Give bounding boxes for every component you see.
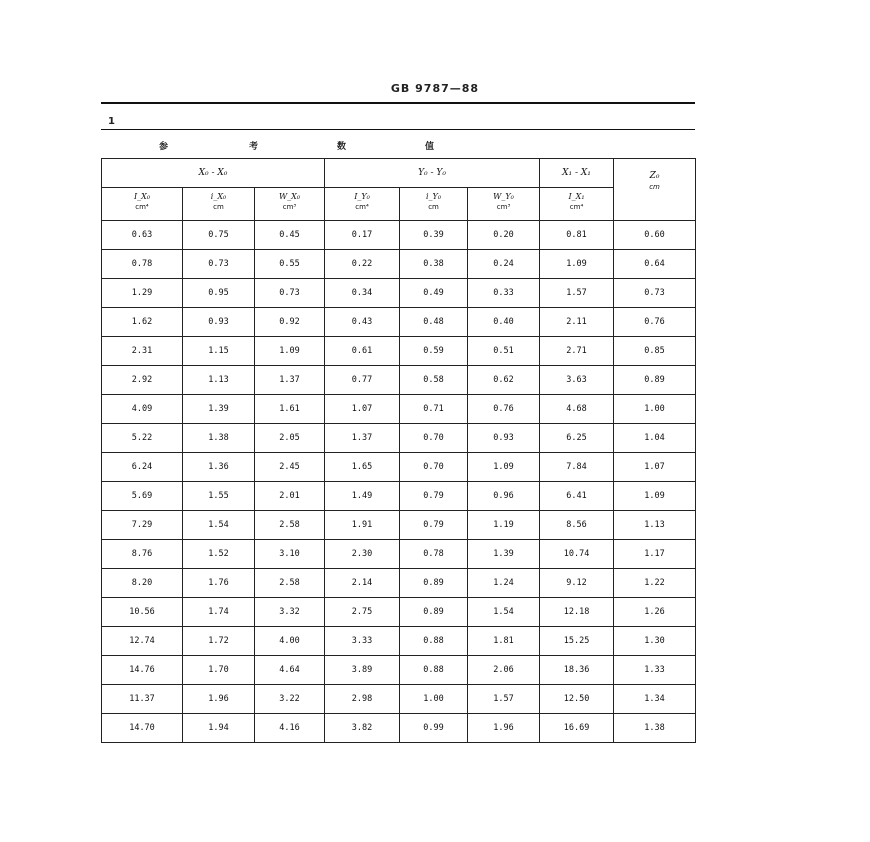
table-cell: 1.24 [468, 569, 540, 598]
table-row [102, 395, 696, 424]
table-cell: 0.71 [400, 395, 468, 424]
caption-char: 考 [249, 142, 259, 152]
table-cell: 1.04 [614, 424, 696, 453]
table-cell: 0.79 [400, 482, 468, 511]
table-cell: 7.29 [102, 511, 183, 540]
table-cell: 1.37 [255, 366, 325, 395]
table-cell: 1.94 [183, 714, 255, 743]
table-cell: 1.74 [183, 598, 255, 627]
table-cell: 6.25 [540, 424, 614, 453]
table-cell: 7.84 [540, 453, 614, 482]
caption-char: 参 [159, 142, 169, 152]
table-cell: 18.36 [540, 656, 614, 685]
column-unit: cm³ [496, 203, 511, 211]
table-top-rule [101, 129, 695, 130]
table-row [102, 308, 696, 337]
table-cell: 4.68 [540, 395, 614, 424]
table-cell: 0.22 [325, 250, 400, 279]
table-caption [101, 139, 695, 153]
header-rule [101, 102, 695, 104]
table-cell: 12.18 [540, 598, 614, 627]
table-cell: 1.07 [614, 453, 696, 482]
table-cell: 0.77 [325, 366, 400, 395]
table-cell: 1.00 [614, 395, 696, 424]
column-symbol: i_X₀ [210, 192, 227, 201]
table-cell: 0.88 [400, 627, 468, 656]
table-cell: 0.20 [468, 221, 540, 250]
table-row [102, 453, 696, 482]
table-cell: 1.57 [540, 279, 614, 308]
table-cell: 1.54 [183, 511, 255, 540]
table-cell: 1.61 [255, 395, 325, 424]
table-cell: 0.93 [468, 424, 540, 453]
table-cell: 2.05 [255, 424, 325, 453]
table-cell: 1.38 [614, 714, 696, 743]
table-cell: 1.38 [183, 424, 255, 453]
table-cell: 4.64 [255, 656, 325, 685]
table-number: 1 [108, 116, 115, 127]
table-cell: 0.73 [183, 250, 255, 279]
table-cell: 8.76 [102, 540, 183, 569]
table-cell: 6.24 [102, 453, 183, 482]
column-header [255, 188, 325, 221]
table-cell: 0.73 [255, 279, 325, 308]
table-cell: 0.88 [400, 656, 468, 685]
table-cell: 1.70 [183, 656, 255, 685]
table-cell: 10.56 [102, 598, 183, 627]
table-cell: 2.06 [468, 656, 540, 685]
table-cell: 2.01 [255, 482, 325, 511]
table-cell: 8.20 [102, 569, 183, 598]
table-cell: 0.96 [468, 482, 540, 511]
table-cell: 0.78 [102, 250, 183, 279]
table-cell: 1.09 [614, 482, 696, 511]
table-row [102, 540, 696, 569]
table-cell: 9.12 [540, 569, 614, 598]
column-symbol: I_X₁ [568, 192, 585, 201]
table-cell: 0.89 [614, 366, 696, 395]
table-cell: 0.70 [400, 424, 468, 453]
column-unit: cm⁴ [569, 203, 584, 211]
table-cell: 0.75 [183, 221, 255, 250]
table-cell: 1.65 [325, 453, 400, 482]
table-cell: 0.93 [183, 308, 255, 337]
table-cell: 14.70 [102, 714, 183, 743]
table-cell: 2.30 [325, 540, 400, 569]
group-header-row [102, 159, 696, 188]
table-cell: 2.14 [325, 569, 400, 598]
column-header [468, 188, 540, 221]
table-cell: 0.39 [400, 221, 468, 250]
table-cell: 1.19 [468, 511, 540, 540]
table-cell: 0.89 [400, 598, 468, 627]
table-cell: 5.69 [102, 482, 183, 511]
table-cell: 0.24 [468, 250, 540, 279]
table-row [102, 569, 696, 598]
table-cell: 1.96 [468, 714, 540, 743]
table-row [102, 366, 696, 395]
table-cell: 0.76 [468, 395, 540, 424]
table-cell: 0.59 [400, 337, 468, 366]
column-header-row [102, 188, 696, 221]
table-cell: 0.64 [614, 250, 696, 279]
table-cell: 12.50 [540, 685, 614, 714]
table-row [102, 279, 696, 308]
table-cell: 4.16 [255, 714, 325, 743]
table-cell: 0.63 [102, 221, 183, 250]
group-header-x1: X₁ - X₁ [540, 159, 614, 188]
table-row [102, 337, 696, 366]
table-cell: 15.25 [540, 627, 614, 656]
table-row [102, 250, 696, 279]
table-cell: 1.37 [325, 424, 400, 453]
table-cell: 0.95 [183, 279, 255, 308]
column-unit: cm³ [282, 203, 297, 211]
table-cell: 5.22 [102, 424, 183, 453]
table-cell: 2.71 [540, 337, 614, 366]
table-cell: 1.09 [540, 250, 614, 279]
group-header-x0: X₀ - X₀ [102, 159, 325, 188]
table-cell: 1.39 [468, 540, 540, 569]
table-cell: 1.33 [614, 656, 696, 685]
table-cell: 0.61 [325, 337, 400, 366]
column-unit: cm⁴ [355, 203, 369, 211]
column-header [183, 188, 255, 221]
column-symbol: I_Y₀ [354, 192, 370, 201]
table-cell: 1.55 [183, 482, 255, 511]
table-cell: 0.79 [400, 511, 468, 540]
table-cell: 1.72 [183, 627, 255, 656]
table-row [102, 482, 696, 511]
table-cell: 3.82 [325, 714, 400, 743]
table-cell: 3.10 [255, 540, 325, 569]
table-cell: 12.74 [102, 627, 183, 656]
table-cell: 1.54 [468, 598, 540, 627]
table-cell: 0.70 [400, 453, 468, 482]
column-unit: cm⁴ [135, 203, 149, 211]
table-cell: 2.75 [325, 598, 400, 627]
table-cell: 1.09 [468, 453, 540, 482]
table-cell: 0.40 [468, 308, 540, 337]
caption-char: 值 [425, 142, 435, 152]
table-row [102, 511, 696, 540]
table-cell: 1.57 [468, 685, 540, 714]
table-cell: 0.17 [325, 221, 400, 250]
table-cell: 1.62 [102, 308, 183, 337]
table-cell: 0.43 [325, 308, 400, 337]
table-cell: 2.11 [540, 308, 614, 337]
table-cell: 2.92 [102, 366, 183, 395]
table-cell: 0.51 [468, 337, 540, 366]
column-unit: cm [428, 203, 439, 211]
column-symbol: i_Y₀ [426, 192, 442, 201]
table-cell: 11.37 [102, 685, 183, 714]
table-row [102, 424, 696, 453]
z0-symbol: Z₀ [649, 171, 660, 181]
column-symbol: I_X₀ [133, 192, 151, 201]
table-cell: 1.36 [183, 453, 255, 482]
z0-header [614, 159, 696, 221]
table-cell: 0.89 [400, 569, 468, 598]
table-cell: 1.39 [183, 395, 255, 424]
table-row [102, 221, 696, 250]
table-cell: 1.34 [614, 685, 696, 714]
table-cell: 2.45 [255, 453, 325, 482]
table-cell: 14.76 [102, 656, 183, 685]
table-cell: 0.60 [614, 221, 696, 250]
table-cell: 4.09 [102, 395, 183, 424]
table-cell: 2.31 [102, 337, 183, 366]
column-header [400, 188, 468, 221]
table-cell: 1.22 [614, 569, 696, 598]
table-row [102, 598, 696, 627]
table-cell: 1.00 [400, 685, 468, 714]
reference-data-table [101, 158, 696, 743]
table-cell: 0.81 [540, 221, 614, 250]
table-row [102, 685, 696, 714]
table-cell: 0.73 [614, 279, 696, 308]
table-cell: 0.33 [468, 279, 540, 308]
table-cell: 3.32 [255, 598, 325, 627]
column-header [540, 188, 614, 221]
table-cell: 0.85 [614, 337, 696, 366]
table-cell: 10.74 [540, 540, 614, 569]
table-row [102, 627, 696, 656]
group-header-y0: Y₀ - Y₀ [325, 159, 540, 188]
table-cell: 1.30 [614, 627, 696, 656]
table-cell: 1.49 [325, 482, 400, 511]
column-header [102, 188, 183, 221]
table-cell: 1.26 [614, 598, 696, 627]
table-row [102, 656, 696, 685]
table-cell: 1.96 [183, 685, 255, 714]
page-header: GB 9787—88 [390, 82, 480, 95]
table-cell: 0.34 [325, 279, 400, 308]
table-cell: 2.58 [255, 569, 325, 598]
table-cell: 0.76 [614, 308, 696, 337]
table-cell: 3.63 [540, 366, 614, 395]
table-cell: 3.33 [325, 627, 400, 656]
table-cell: 0.62 [468, 366, 540, 395]
table-cell: 1.13 [183, 366, 255, 395]
table-cell: 1.81 [468, 627, 540, 656]
table-cell: 3.89 [325, 656, 400, 685]
column-symbol: W_Y₀ [493, 192, 514, 201]
table-cell: 0.45 [255, 221, 325, 250]
table-cell: 0.99 [400, 714, 468, 743]
column-unit: cm [213, 203, 224, 211]
table-cell: 1.91 [325, 511, 400, 540]
table-cell: 1.29 [102, 279, 183, 308]
table-cell: 3.22 [255, 685, 325, 714]
table-cell: 8.56 [540, 511, 614, 540]
table-cell: 0.78 [400, 540, 468, 569]
column-symbol: W_X₀ [278, 192, 301, 201]
table-body [102, 221, 696, 743]
table-cell: 16.69 [540, 714, 614, 743]
caption-char: 数 [337, 142, 347, 152]
table-cell: 2.58 [255, 511, 325, 540]
table-cell: 1.13 [614, 511, 696, 540]
table-cell: 0.92 [255, 308, 325, 337]
table-cell: 4.00 [255, 627, 325, 656]
table-cell: 0.49 [400, 279, 468, 308]
table-cell: 1.76 [183, 569, 255, 598]
table-cell: 0.55 [255, 250, 325, 279]
table-cell: 1.52 [183, 540, 255, 569]
z0-unit: cm [649, 183, 660, 191]
table-cell: 1.17 [614, 540, 696, 569]
table-cell: 0.48 [400, 308, 468, 337]
table-cell: 0.38 [400, 250, 468, 279]
column-header [325, 188, 400, 221]
table-cell: 1.15 [183, 337, 255, 366]
table-cell: 1.09 [255, 337, 325, 366]
table-cell: 2.98 [325, 685, 400, 714]
table-row [102, 714, 696, 743]
table-cell: 1.07 [325, 395, 400, 424]
table-cell: 6.41 [540, 482, 614, 511]
table-cell: 0.58 [400, 366, 468, 395]
